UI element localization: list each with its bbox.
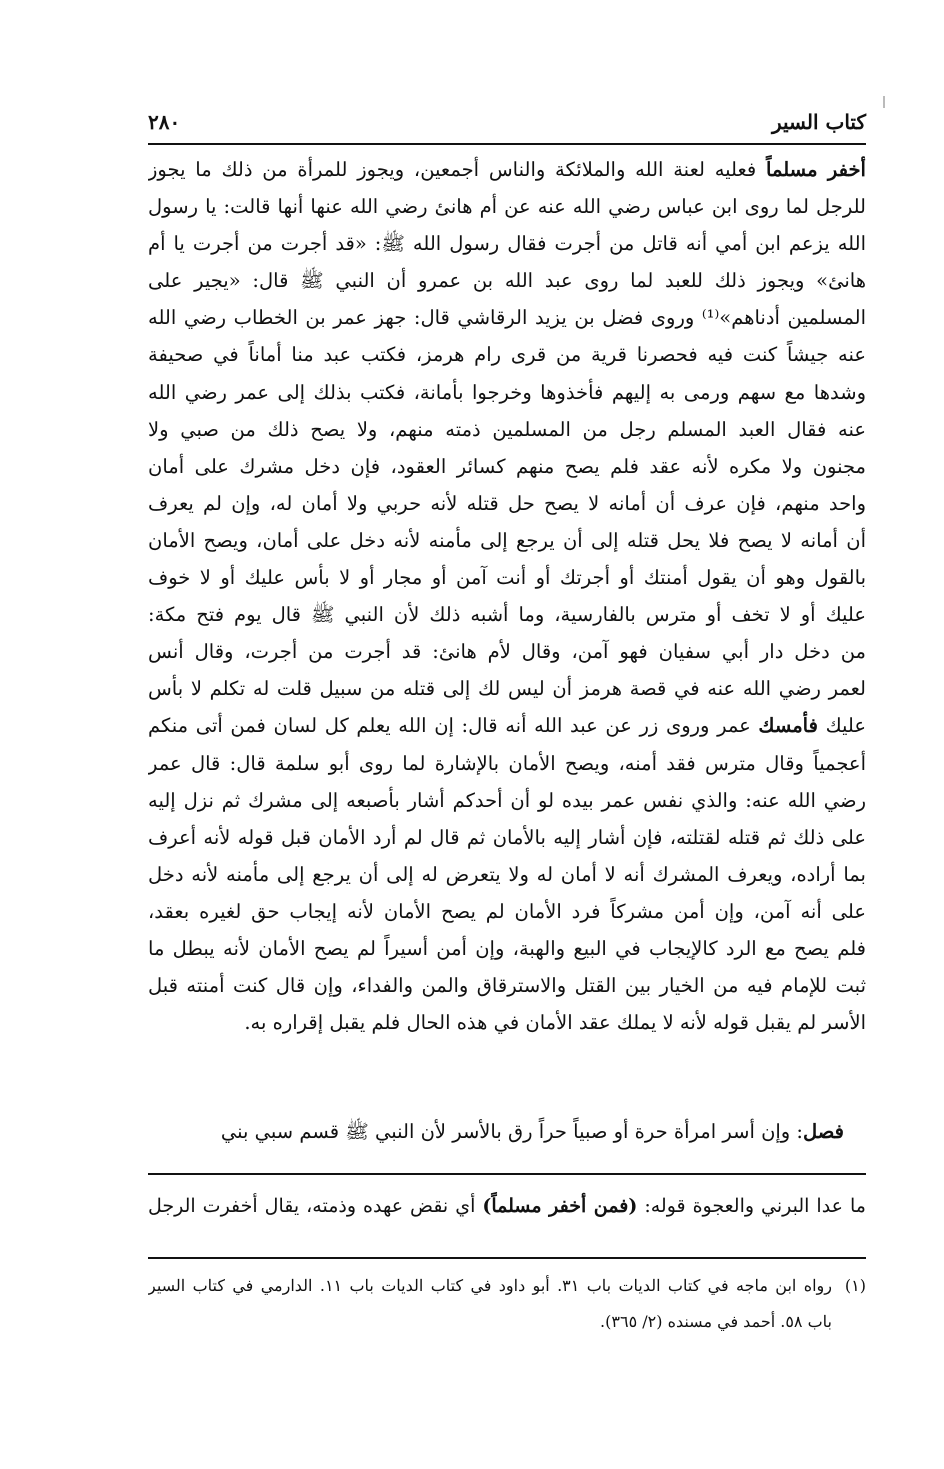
section-paragraph: [148, 1112, 866, 1152]
text-line: رضي الله عنه: والذي نفس عمر بيده لو أن أحدكم أشار بأصبعه إلى مشرك ثم نزل إليه: [148, 788, 866, 812]
text-line: وشدها مع سهم ورمى به إليهم فأخذوها وخرجوا بأمانة، فكتب بذلك إلى عمر رضي الله: [148, 380, 866, 404]
text-line: بالقول وهو أن يقول أمنتك أو أجرتك أو أنت آمن أو مجار أو لا بأس عليك أو لا خوف: [148, 566, 866, 590]
text-line: على ذلك ثم قتله لقتلته، فإن أشار إليه بالأمان ثم قال لم أرد الأمان قبل قوله لأنه أعرف: [148, 825, 866, 849]
text-line: الأسر لم يقبل قوله لأنه لا يملك عقد الأمان في هذه الحال فلم يقبل إقراره به.: [244, 1011, 866, 1035]
page-number: ٢٨٠: [148, 110, 181, 134]
text-line: عليك فأمسك عمر وروى زر عن عبد الله أنه قال: إن الله يعلم كل لسان فمن أتى منكم: [148, 714, 866, 738]
text-line: عنه فقال العبد المسلم رجل من المسلمين ذمته منهم، ولا يصح ذلك من صبي ولا: [148, 417, 866, 441]
text-line: أن أمانه لا يصح فلا يحل قتله إلى أن يرجع إلى مأمنه لأنه دخل على أمان، ويصح الأمان: [148, 528, 866, 552]
scan-edge-mark: [883, 96, 885, 108]
section-heading: فصل: [803, 1120, 844, 1143]
footnote-rule: [148, 1257, 866, 1259]
text-line: الله يزعم ابن أمي أنه قاتل من أجرت فقال رسول الله ﷺ: «قد أجرت من أجرت يا أم: [148, 232, 866, 256]
footnote: [148, 1268, 866, 1340]
main-text: [148, 151, 866, 1081]
header-rule: [148, 143, 866, 145]
text-line: لعمر رضي الله عنه في قصة هرمز أن ليس لك إلى قتله من سبيل قلت له تكلم لا بأس: [148, 677, 866, 701]
section-text: : وإن أسر امرأة حرة أو صبياً حراً رق بالأسر لأن النبي ﷺ قسم سبي بني: [220, 1120, 803, 1143]
text-line: عليك أو لا تخف أو مترس بالفارسية، وما أشبه ذلك لأن النبي ﷺ قال يوم فتح مكة:: [148, 603, 866, 627]
text-line: مجنون ولا مكره لأنه عقد فلم يصح منهم كسائر العقود، فإن دخل مشرك على أمان: [148, 454, 866, 478]
text-line: ثبت للإمام فيه من الخيار بين القتل والاسترقاق والمن والفداء، وإن قال كنت أمنته قبل: [148, 974, 866, 998]
text-line: المسلمين أدناهم»⁽¹⁾ وروى فضل بن يزيد الرقاشي قال: جهز عمر بن الخطاب رضي الله: [148, 306, 866, 330]
text-line: بما أراده، ويعرف المشرك أنه لا أمان له ولا يتعرض له إلى أن يرجع إلى مأمنه لأنه دخل: [148, 862, 866, 886]
text-line: عنه جيشاً كنت فيه فحصرنا قرية من قرى رام هرمز، فكتب عبد منا أماناً في صحيفة: [148, 343, 866, 367]
commentary-bold: (فمن أخفر مسلماً): [482, 1195, 638, 1217]
footnote-marker: (١): [844, 1276, 866, 1295]
running-title: كتاب السير: [771, 110, 866, 134]
bold-phrase: أخفر مسلماً: [766, 158, 866, 181]
commentary-text-before: ما عدا البرني والعجوة قوله:: [637, 1195, 866, 1217]
commentary-rule: [148, 1173, 866, 1175]
page-header: [148, 106, 866, 138]
footnote-line-2: باب ٥٨. أحمد في مسنده (٢/ ٣٦٥).: [600, 1312, 832, 1331]
footnote-line-1: [148, 1268, 866, 1304]
footnote-text-1: رواه ابن ماجه في كتاب الديات باب ٣١. أبو داود في كتاب الديات باب ١١. الدارمي في كتاب السير: [148, 1276, 833, 1295]
text-line: فلم يصح مع الرد كالإيجاب في البيع والهبة، وإن أمن أسيراً لم يصح الأمان لأنه يبطل ما: [148, 936, 866, 960]
commentary-text-after: أي نقض عهده وذمته، يقال أخفرت الرجل: [148, 1195, 483, 1217]
text-line: من دخل دار أبي سفيان فهو آمن، وقال لأم هانئ: قد أجرت من أجرت، وقال أنس: [148, 640, 866, 664]
text-line: أخفر مسلماً فعليه لعنة الله والملائكة والناس أجمعين، ويجوز للمرأة من ذلك ما يجوز: [148, 158, 866, 181]
text-line: للرجل لما روى ابن عباس رضي الله عنه عن أم هانئ رضي الله عنها أنها قالت: يا رسول: [148, 195, 866, 219]
commentary-line: [148, 1186, 866, 1226]
text-line: واحد منهم، فإن عرف أن أمانه لا يصح حل قتله لأنه حربي ولا أمان له، وإن لم يعرف: [148, 491, 866, 515]
text-line: هانئ» ويجوز ذلك للعبد لما روى عبد الله بن عمرو أن النبي ﷺ قال: «يجير على: [148, 269, 866, 293]
bold-phrase: فأمسك: [758, 714, 818, 738]
text-line: على أنه آمن، وإن أمن مشركاً فرد الأمان لم يصح الأمان لأنه إيجاب حق لغيره بعقد،: [148, 899, 866, 923]
text-line: أعجمياً وقال مترس فقد أمنه، ويصح الأمان بالإشارة لما روى أبو سلمة قال: قال عمر: [148, 751, 866, 775]
